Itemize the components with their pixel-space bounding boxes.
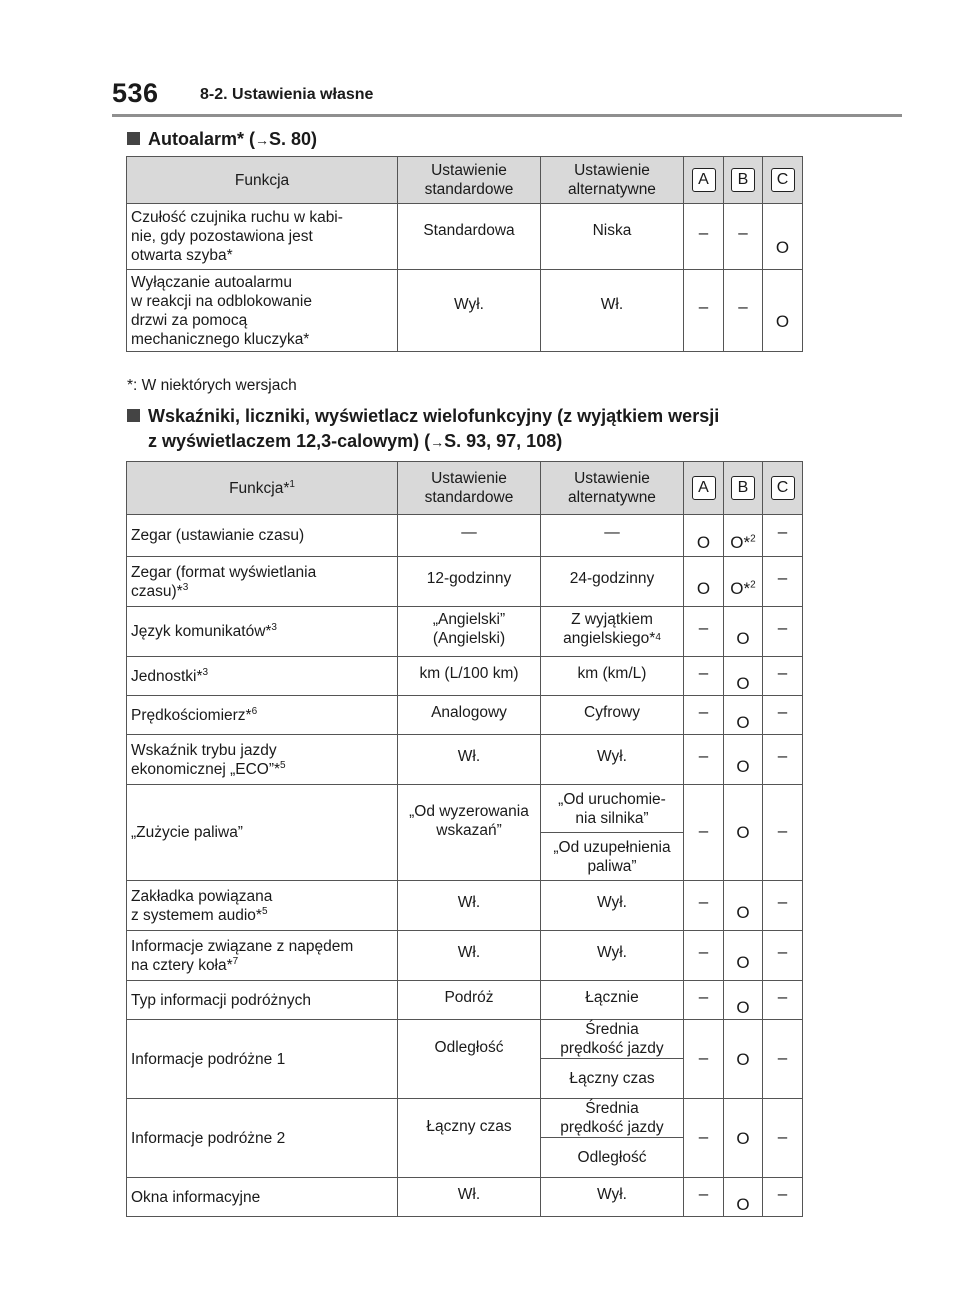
alternative-cell: [541, 696, 684, 735]
table-row: [127, 270, 803, 352]
mark-c-cell-value: –: [777, 1183, 788, 1203]
table-header-row: [127, 157, 803, 204]
standard-cell-text: Podróż: [444, 988, 494, 1006]
column-header-c: [763, 157, 803, 204]
standard-cell: [398, 515, 541, 557]
standard-cell-text: Standardowa: [423, 222, 515, 239]
standard-cell: [398, 270, 541, 352]
standard-cell: [398, 1178, 541, 1217]
standard-cell: [398, 981, 541, 1020]
function-cell-text: Język komunikatów*: [131, 623, 272, 640]
alternative-cell-text: „Od uzupełnienia paliwa”: [553, 838, 671, 875]
alternative-cell-text: —: [604, 524, 620, 541]
standard-cell-text: 12-godzinny: [426, 570, 512, 587]
mark-c-cell-value: –: [777, 568, 788, 587]
standard-cell-text: Wł.: [457, 748, 481, 765]
alternative-cell: [541, 735, 684, 785]
standard-cell-text: Odległość: [434, 1038, 504, 1056]
mark-b-cell-value: O: [736, 629, 750, 648]
function-cell: [127, 557, 398, 607]
function-cell-text: Informacje podróżne 1: [131, 1050, 286, 1068]
mark-a-cell-value: O: [696, 533, 711, 552]
standard-cell-text: Wł.: [457, 894, 481, 911]
section-title: Autoalarm* (: [148, 129, 256, 149]
table-row: [127, 657, 803, 696]
alternative-cell: [541, 833, 684, 881]
function-cell-text: Okna informacyjne: [131, 1188, 261, 1206]
alternative-cell-text: Łączny czas: [569, 1070, 655, 1087]
function-cell: [127, 1020, 398, 1099]
mark-b-cell-value: O: [736, 997, 750, 1017]
function-cell-footnote-ref: 5: [280, 759, 286, 771]
mark-c-cell-value: –: [777, 892, 788, 911]
mark-c-cell: [763, 1020, 803, 1099]
mark-c-cell-value: –: [777, 821, 788, 840]
mark-b-cell-value: O: [736, 1049, 750, 1069]
function-cell-text: Zegar (ustawianie czasu): [131, 527, 305, 544]
mark-c-cell-value: –: [777, 986, 788, 1006]
mark-c-cell: [763, 557, 803, 607]
mark-c-cell-value: –: [777, 662, 788, 682]
standard-cell-text: Wł.: [457, 944, 481, 961]
standard-cell: [398, 1099, 541, 1178]
function-cell: [127, 204, 398, 270]
column-header-function: Funkcja*$^1$: [127, 462, 398, 515]
standard-cell-text: Wł.: [457, 1185, 481, 1203]
mark-a-cell-value: –: [698, 618, 709, 637]
mark-b-cell: [724, 607, 763, 657]
alternative-cell: [541, 981, 684, 1020]
mark-b-cell: [724, 735, 763, 785]
function-cell-text: Zakładka powiązana z systemem audio*: [131, 887, 273, 924]
standard-cell: [398, 785, 541, 881]
mark-a-cell: [684, 981, 724, 1020]
function-cell-footnote-ref: 3: [182, 581, 189, 593]
mark-c-cell: [763, 696, 803, 735]
function-cell-text: Wyłączanie autoalarmu w reakcji na odblokowanie drzwi za pomocą mechanicznego kluczyka*: [131, 273, 312, 348]
column-header-function: Funkcja: [127, 157, 398, 204]
mark-b-cell: [724, 1099, 763, 1178]
function-cell-text: „Zużycie paliwa”: [131, 824, 243, 841]
standard-cell-text: „Angielski” (Angielski): [432, 610, 506, 647]
mark-a-cell-value: –: [698, 746, 709, 765]
alternative-cell-text: Wył.: [597, 894, 627, 911]
mark-b-cell-value: O: [736, 823, 750, 842]
mark-c-cell: [763, 931, 803, 981]
mark-a-cell-value: –: [698, 1126, 709, 1146]
mark-c-cell-value: –: [777, 522, 788, 541]
mark-c-cell-value: –: [777, 942, 788, 961]
mark-a-cell: [684, 204, 724, 270]
function-cell-text: Jednostki*: [131, 667, 203, 685]
table-row: [127, 735, 803, 785]
alternative-cell-text: Wył.: [597, 748, 627, 765]
alternative-cell: [541, 557, 684, 607]
function-cell: [127, 981, 398, 1020]
column-header-alternative: Ustawienie alternatywne: [541, 462, 684, 515]
alternative-cell: [541, 270, 684, 352]
mark-c-cell: [763, 735, 803, 785]
mark-b-cell: [724, 881, 763, 931]
column-header-alternative: Ustawienie alternatywne: [541, 157, 684, 204]
alternative-cell: [541, 515, 684, 557]
mark-a-cell-value: –: [698, 297, 709, 316]
alternative-cell-text: 24-godzinny: [569, 570, 655, 587]
mark-a-cell-value: –: [698, 662, 709, 682]
function-cell: [127, 931, 398, 981]
table-row: [127, 607, 803, 657]
column-header-standard: Ustawienie standardowe: [398, 462, 541, 515]
mark-a-cell-value: O: [696, 579, 711, 598]
alternative-cell-text: km (km/L): [577, 664, 647, 682]
mark-b-cell-value: O: [736, 1194, 750, 1214]
mark-c-cell: [763, 785, 803, 881]
alternative-cell-text: Wył.: [597, 944, 627, 961]
standard-cell: [398, 204, 541, 270]
alternative-cell: [541, 1178, 684, 1217]
function-cell: [127, 785, 398, 881]
function-cell-text: Typ informacji podróżnych: [131, 991, 312, 1009]
square-bullet-icon: [127, 409, 140, 422]
mark-a-cell: [684, 785, 724, 881]
mark-b-cell: [724, 785, 763, 881]
table-row: [127, 881, 803, 931]
mark-c-cell: [763, 607, 803, 657]
standard-cell: [398, 607, 541, 657]
mark-b-cell: [724, 204, 763, 270]
table-header-row: [127, 462, 803, 515]
standard-cell: [398, 931, 541, 981]
mark-b-cell-value: O: [736, 953, 750, 972]
function-cell: [127, 881, 398, 931]
arrow-right-icon: →: [430, 434, 445, 450]
mark-c-cell: [763, 881, 803, 931]
mark-c-cell: [763, 1178, 803, 1217]
mark-c-cell-value: –: [777, 701, 788, 721]
mark-c-cell: [763, 1099, 803, 1178]
mark-a-cell-value: –: [698, 701, 709, 721]
alternative-cell-text: Wył.: [597, 1185, 627, 1203]
mark-b-cell-value: O*$^2$: [730, 533, 756, 552]
indicators-settings-table: [126, 461, 803, 1217]
function-cell: [127, 515, 398, 557]
mark-b-cell-value: –: [738, 297, 748, 316]
mark-a-cell: [684, 735, 724, 785]
mark-c-cell: [763, 270, 803, 352]
mark-a-cell: [684, 1020, 724, 1099]
standard-cell-text: Wył.: [454, 296, 484, 313]
table-row: [127, 204, 803, 270]
standard-cell-text: —: [461, 524, 477, 541]
column-header-a: [684, 462, 724, 515]
alternative-cell-text: Średnia prędkość jazdy: [560, 1021, 664, 1057]
letter-c-icon: C: [771, 168, 795, 192]
section-title-line2: z wyświetlaczem 12,3-calowym) (: [148, 431, 431, 451]
table-row: [127, 557, 803, 607]
function-cell-text: Zegar (format wyświetlania czasu)*: [131, 563, 317, 600]
header-rule: [112, 114, 902, 117]
mark-c-cell: [763, 657, 803, 696]
alternative-cell: [541, 204, 684, 270]
mark-a-cell: [684, 696, 724, 735]
arrow-right-icon: →: [255, 132, 270, 148]
mark-b-cell: [724, 1020, 763, 1099]
function-cell-footnote-ref: 7: [232, 955, 239, 967]
mark-b-cell: [724, 981, 763, 1020]
standard-cell: [398, 881, 541, 931]
mark-a-cell: [684, 557, 724, 607]
mark-a-cell-value: –: [698, 223, 709, 242]
standard-cell-text: km (L/100 km): [419, 664, 519, 682]
alternative-cell-text: Odległość: [577, 1149, 647, 1166]
mark-a-cell: [684, 657, 724, 696]
page-reference[interactable]: S. 93, 97, 108): [444, 431, 563, 451]
mark-a-cell: [684, 1178, 724, 1217]
table-row: [127, 981, 803, 1020]
standard-cell: [398, 696, 541, 735]
square-bullet-icon: [127, 132, 140, 145]
function-cell-footnote-ref: 5: [261, 905, 268, 917]
function-cell: [127, 1178, 398, 1217]
mark-b-cell: [724, 696, 763, 735]
page-reference[interactable]: S. 80): [269, 129, 318, 149]
mark-b-cell-value: O: [736, 757, 750, 776]
standard-cell: [398, 657, 541, 696]
footnote: *: W niektórych wersjach: [127, 377, 297, 394]
column-header-b: [724, 462, 763, 515]
table-row: [127, 515, 803, 557]
mark-b-cell: [724, 270, 763, 352]
alternative-cell-text: Niska: [592, 222, 632, 239]
table-row: [127, 785, 803, 833]
mark-b-cell-value: O: [736, 712, 750, 732]
function-cell: [127, 735, 398, 785]
letter-a-icon: A: [692, 476, 716, 500]
mark-a-cell-value: –: [698, 942, 709, 961]
standard-cell-text: „Od wyzerowania wskazań”: [409, 802, 529, 839]
mark-c-cell-value: –: [777, 1047, 788, 1067]
alternative-cell: [541, 931, 684, 981]
page-number: 536: [112, 78, 159, 108]
section-heading-autoalarm: [127, 127, 317, 153]
section-heading-indicators: [127, 404, 719, 455]
mark-a-cell: [684, 881, 724, 931]
mark-c-cell-value: O: [775, 238, 790, 257]
function-cell-text: Czułość czujnika ruchu w kabi- nie, gdy pozostawiona jest otwarta szyba*: [131, 209, 343, 264]
function-cell: [127, 657, 398, 696]
alternative-cell: [541, 657, 684, 696]
table-row: [127, 1020, 803, 1059]
alternative-cell-text: Cyfrowy: [584, 703, 640, 721]
alternative-cell: [541, 785, 684, 833]
function-cell: [127, 270, 398, 352]
function-cell-footnote-ref: 6: [251, 705, 258, 717]
table-row: [127, 1099, 803, 1138]
letter-a-icon: A: [692, 168, 716, 192]
mark-b-cell: [724, 657, 763, 696]
mark-b-cell: [724, 557, 763, 607]
mark-a-cell: [684, 270, 724, 352]
alternative-cell-footnote-ref: 4: [655, 631, 661, 643]
letter-c-icon: C: [771, 476, 795, 500]
column-header-a: [684, 157, 724, 204]
mark-b-cell-value: –: [738, 223, 748, 242]
mark-a-cell: [684, 607, 724, 657]
function-cell-footnote-ref: 3: [202, 666, 209, 678]
mark-b-cell-value: O: [736, 903, 750, 922]
standard-cell: [398, 735, 541, 785]
function-cell-text: Prędkościomierz*: [131, 706, 252, 724]
mark-a-cell-value: –: [698, 1183, 709, 1203]
mark-b-cell: [724, 1178, 763, 1217]
function-cell-footnote-ref: 3: [271, 621, 277, 633]
mark-b-cell-value: O: [736, 673, 750, 693]
table-row: [127, 1178, 803, 1217]
alternative-cell: [541, 1099, 684, 1138]
alternative-cell-text: Łącznie: [585, 988, 639, 1006]
standard-cell-text: Łączny czas: [426, 1117, 512, 1135]
mark-c-cell-value: –: [777, 746, 788, 765]
mark-a-cell: [684, 515, 724, 557]
column-header-b: [724, 157, 763, 204]
table-row: [127, 696, 803, 735]
column-header-standard: Ustawienie standardowe: [398, 157, 541, 204]
function-cell: [127, 1099, 398, 1178]
standard-cell: [398, 557, 541, 607]
mark-a-cell: [684, 931, 724, 981]
mark-a-cell-value: –: [698, 1047, 709, 1067]
letter-b-icon: B: [731, 168, 755, 192]
standard-cell: [398, 1020, 541, 1099]
alternative-cell-text: „Od uruchomie- nia silnika”: [558, 790, 666, 827]
alternative-cell: [541, 1020, 684, 1059]
function-cell-text: Informacje podróżne 2: [131, 1129, 286, 1147]
mark-b-cell: [724, 931, 763, 981]
mark-c-cell-value: –: [777, 1126, 788, 1146]
function-cell-text: Informacje związane z napędem na cztery koła*: [131, 937, 354, 974]
function-cell-text: Wskaźnik trybu jazdy ekonomicznej „ECO”*: [131, 741, 281, 778]
mark-c-cell: [763, 981, 803, 1020]
chapter-title: 8-2. Ustawienia własne: [200, 86, 374, 103]
mark-b-cell: [724, 515, 763, 557]
standard-cell-text: Analogowy: [431, 703, 507, 721]
column-header-c: [763, 462, 803, 515]
mark-a-cell-value: –: [698, 986, 709, 1006]
mark-a-cell-value: –: [698, 892, 709, 911]
mark-b-cell-value: O*$^2$: [730, 579, 756, 598]
section-title-line1: Wskaźniki, liczniki, wyświetlacz wielofunkcyjny (z wyjątkiem wersji: [148, 406, 720, 426]
mark-a-cell: [684, 1099, 724, 1178]
alternative-cell-text: Z wyjątkiem angielskiego*: [563, 610, 656, 647]
alternative-cell: [541, 1059, 684, 1099]
function-cell: [127, 696, 398, 735]
mark-a-cell-value: –: [698, 821, 709, 840]
alternative-cell-text: Średnia prędkość jazdy: [560, 1100, 664, 1136]
function-cell: [127, 607, 398, 657]
autoalarm-settings-table: [126, 156, 803, 352]
letter-b-icon: B: [731, 476, 755, 500]
alternative-cell: [541, 881, 684, 931]
mark-b-cell-value: O: [736, 1128, 750, 1148]
alternative-cell: [541, 1138, 684, 1178]
mark-c-cell-value: O: [775, 312, 790, 331]
mark-c-cell: [763, 204, 803, 270]
mark-c-cell-value: –: [777, 618, 788, 637]
mark-c-cell: [763, 515, 803, 557]
alternative-cell: [541, 607, 684, 657]
alternative-cell-text: Wł.: [600, 296, 624, 313]
table-row: [127, 931, 803, 981]
